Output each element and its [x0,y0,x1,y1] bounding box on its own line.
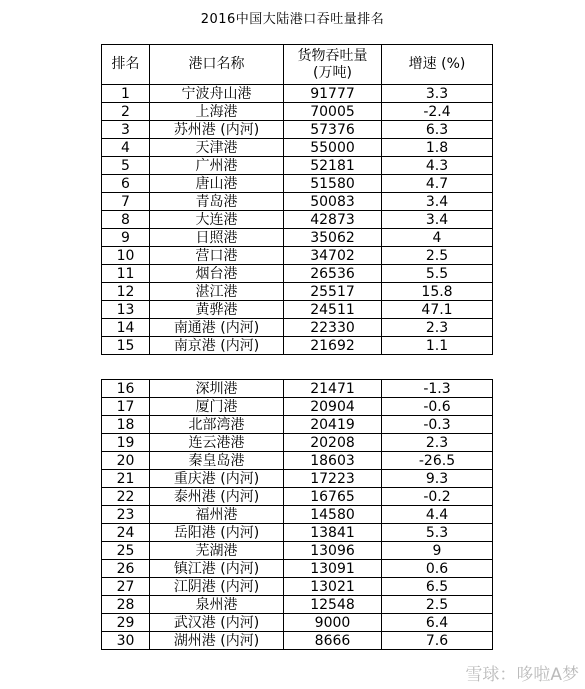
throughput-cell: 9000 [284,614,382,632]
throughput-cell: 51580 [284,175,382,193]
port-name-cell: 镇江港 (内河) [150,560,284,578]
growth-cell: 2.5 [382,247,493,265]
rank-cell: 2 [102,103,150,121]
growth-cell: 9 [382,542,493,560]
port-name-cell: 宁波舟山港 [150,85,284,103]
rank-cell: 24 [102,524,150,542]
throughput-cell: 13091 [284,560,382,578]
port-name-cell: 泉州港 [150,596,284,614]
port-name-cell: 苏州港 (内河) [150,121,284,139]
rank-cell: 7 [102,193,150,211]
growth-cell: -26.5 [382,452,493,470]
port-name-cell: 武汉港 (内河) [150,614,284,632]
throughput-cell: 52181 [284,157,382,175]
growth-cell: -1.3 [382,380,493,398]
rank-cell: 4 [102,139,150,157]
header-text: 排名 [111,56,140,72]
ranking-table-top [101,44,493,355]
rank-cell: 8 [102,211,150,229]
table-row [102,632,493,650]
throughput-cell: 50083 [284,193,382,211]
table-row [102,416,493,434]
throughput-cell: 22330 [284,319,382,337]
growth-cell: 1.8 [382,139,493,157]
growth-cell: 47.1 [382,301,493,319]
port-name-cell: 福州港 [150,506,284,524]
port-name-cell: 岳阳港 (内河) [150,524,284,542]
page-title: 2016中国大陆港口吞吐量排名 [200,12,385,27]
port-name-cell: 广州港 [150,157,284,175]
rank-cell: 13 [102,301,150,319]
rank-cell: 9 [102,229,150,247]
rank-cell: 23 [102,506,150,524]
watermark-text: 雪球：哆啦A梦 [465,665,579,685]
growth-cell: 3.4 [382,193,493,211]
table-row [102,283,493,301]
port-name-cell: 秦皇岛港 [150,452,284,470]
growth-cell: -0.6 [382,398,493,416]
table-row [102,434,493,452]
rank-cell: 22 [102,488,150,506]
growth-cell: 6.4 [382,614,493,632]
throughput-cell: 14580 [284,506,382,524]
port-name-cell: 北部湾港 [150,416,284,434]
rank-cell: 20 [102,452,150,470]
port-name-cell: 芜湖港 [150,542,284,560]
table-row [102,470,493,488]
table-row [102,247,493,265]
throughput-cell: 70005 [284,103,382,121]
rank-cell: 16 [102,380,150,398]
header-port-name [150,45,284,85]
port-name-cell: 营口港 [150,247,284,265]
table-row [102,121,493,139]
header-text: (万吨) [313,64,352,81]
table-row [102,301,493,319]
rank-cell: 25 [102,542,150,560]
table-row [102,175,493,193]
port-name-cell: 深圳港 [150,380,284,398]
growth-cell: 15.8 [382,283,493,301]
port-name-cell: 天津港 [150,139,284,157]
table-row [102,614,493,632]
port-name-cell: 南京港 (内河) [150,337,284,355]
growth-cell: 7.6 [382,632,493,650]
port-name-cell: 江阴港 (内河) [150,578,284,596]
port-name-cell: 唐山港 [150,175,284,193]
rank-cell: 5 [102,157,150,175]
table-row [102,319,493,337]
growth-cell: 0.6 [382,560,493,578]
growth-cell: 4.4 [382,506,493,524]
table-row [102,229,493,247]
growth-cell: 4 [382,229,493,247]
growth-cell: 6.3 [382,121,493,139]
throughput-cell: 16765 [284,488,382,506]
growth-cell: 3.3 [382,85,493,103]
throughput-cell: 25517 [284,283,382,301]
throughput-cell: 21692 [284,337,382,355]
throughput-cell: 57376 [284,121,382,139]
throughput-cell: 17223 [284,470,382,488]
throughput-cell: 20208 [284,434,382,452]
rank-cell: 18 [102,416,150,434]
growth-cell: 6.5 [382,578,493,596]
port-name-cell: 连云港港 [150,434,284,452]
growth-cell: 9.3 [382,470,493,488]
table-row [102,380,493,398]
throughput-cell: 13021 [284,578,382,596]
throughput-cell: 91777 [284,85,382,103]
table-row [102,506,493,524]
rank-cell: 17 [102,398,150,416]
rank-cell: 14 [102,319,150,337]
throughput-cell: 18603 [284,452,382,470]
port-name-cell: 日照港 [150,229,284,247]
table-row [102,211,493,229]
growth-cell: 4.7 [382,175,493,193]
rank-cell: 29 [102,614,150,632]
throughput-cell: 26536 [284,265,382,283]
port-name-cell: 厦门港 [150,398,284,416]
growth-cell: -0.3 [382,416,493,434]
growth-cell: 2.3 [382,319,493,337]
throughput-cell: 24511 [284,301,382,319]
table-row [102,542,493,560]
rank-cell: 15 [102,337,150,355]
table-header-row [102,45,493,85]
table-row [102,337,493,355]
port-name-cell: 泰州港 (内河) [150,488,284,506]
table-row [102,578,493,596]
throughput-cell: 13096 [284,542,382,560]
growth-cell: -0.2 [382,488,493,506]
table-row [102,452,493,470]
header-text: 增速 (%) [408,56,466,72]
table-row [102,85,493,103]
throughput-cell: 20904 [284,398,382,416]
table-row [102,103,493,121]
throughput-cell: 12548 [284,596,382,614]
header-text: 港口名称 [188,56,245,72]
port-name-cell: 湛江港 [150,283,284,301]
table-row [102,560,493,578]
table-row [102,596,493,614]
table-row [102,193,493,211]
port-name-cell: 湖州港 (内河) [150,632,284,650]
rank-cell: 11 [102,265,150,283]
throughput-cell: 21471 [284,380,382,398]
rank-cell: 28 [102,596,150,614]
table-row [102,265,493,283]
table-row [102,488,493,506]
header-text: 货物吞吐量 [297,47,368,64]
throughput-cell: 8666 [284,632,382,650]
header-rank [102,45,150,85]
throughput-cell: 20419 [284,416,382,434]
rank-cell: 27 [102,578,150,596]
growth-cell: 5.3 [382,524,493,542]
throughput-cell: 35062 [284,229,382,247]
port-name-cell: 南通港 (内河) [150,319,284,337]
table-row [102,139,493,157]
ranking-table-bottom [101,379,493,650]
header-throughput [284,45,382,85]
table-row [102,157,493,175]
growth-cell: 2.5 [382,596,493,614]
header-growth [382,45,493,85]
port-name-cell: 大连港 [150,211,284,229]
port-name-cell: 烟台港 [150,265,284,283]
rank-cell: 26 [102,560,150,578]
growth-cell: -2.4 [382,103,493,121]
rank-cell: 21 [102,470,150,488]
rank-cell: 19 [102,434,150,452]
port-name-cell: 重庆港 (内河) [150,470,284,488]
throughput-cell: 13841 [284,524,382,542]
throughput-cell: 42873 [284,211,382,229]
rank-cell: 1 [102,85,150,103]
throughput-cell: 34702 [284,247,382,265]
rank-cell: 6 [102,175,150,193]
port-name-cell: 黄骅港 [150,301,284,319]
port-name-cell: 上海港 [150,103,284,121]
table-row [102,524,493,542]
growth-cell: 2.3 [382,434,493,452]
rank-cell: 12 [102,283,150,301]
rank-cell: 10 [102,247,150,265]
growth-cell: 4.3 [382,157,493,175]
port-name-cell: 青岛港 [150,193,284,211]
rank-cell: 30 [102,632,150,650]
growth-cell: 1.1 [382,337,493,355]
growth-cell: 3.4 [382,211,493,229]
table-row [102,398,493,416]
growth-cell: 5.5 [382,265,493,283]
rank-cell: 3 [102,121,150,139]
throughput-cell: 55000 [284,139,382,157]
